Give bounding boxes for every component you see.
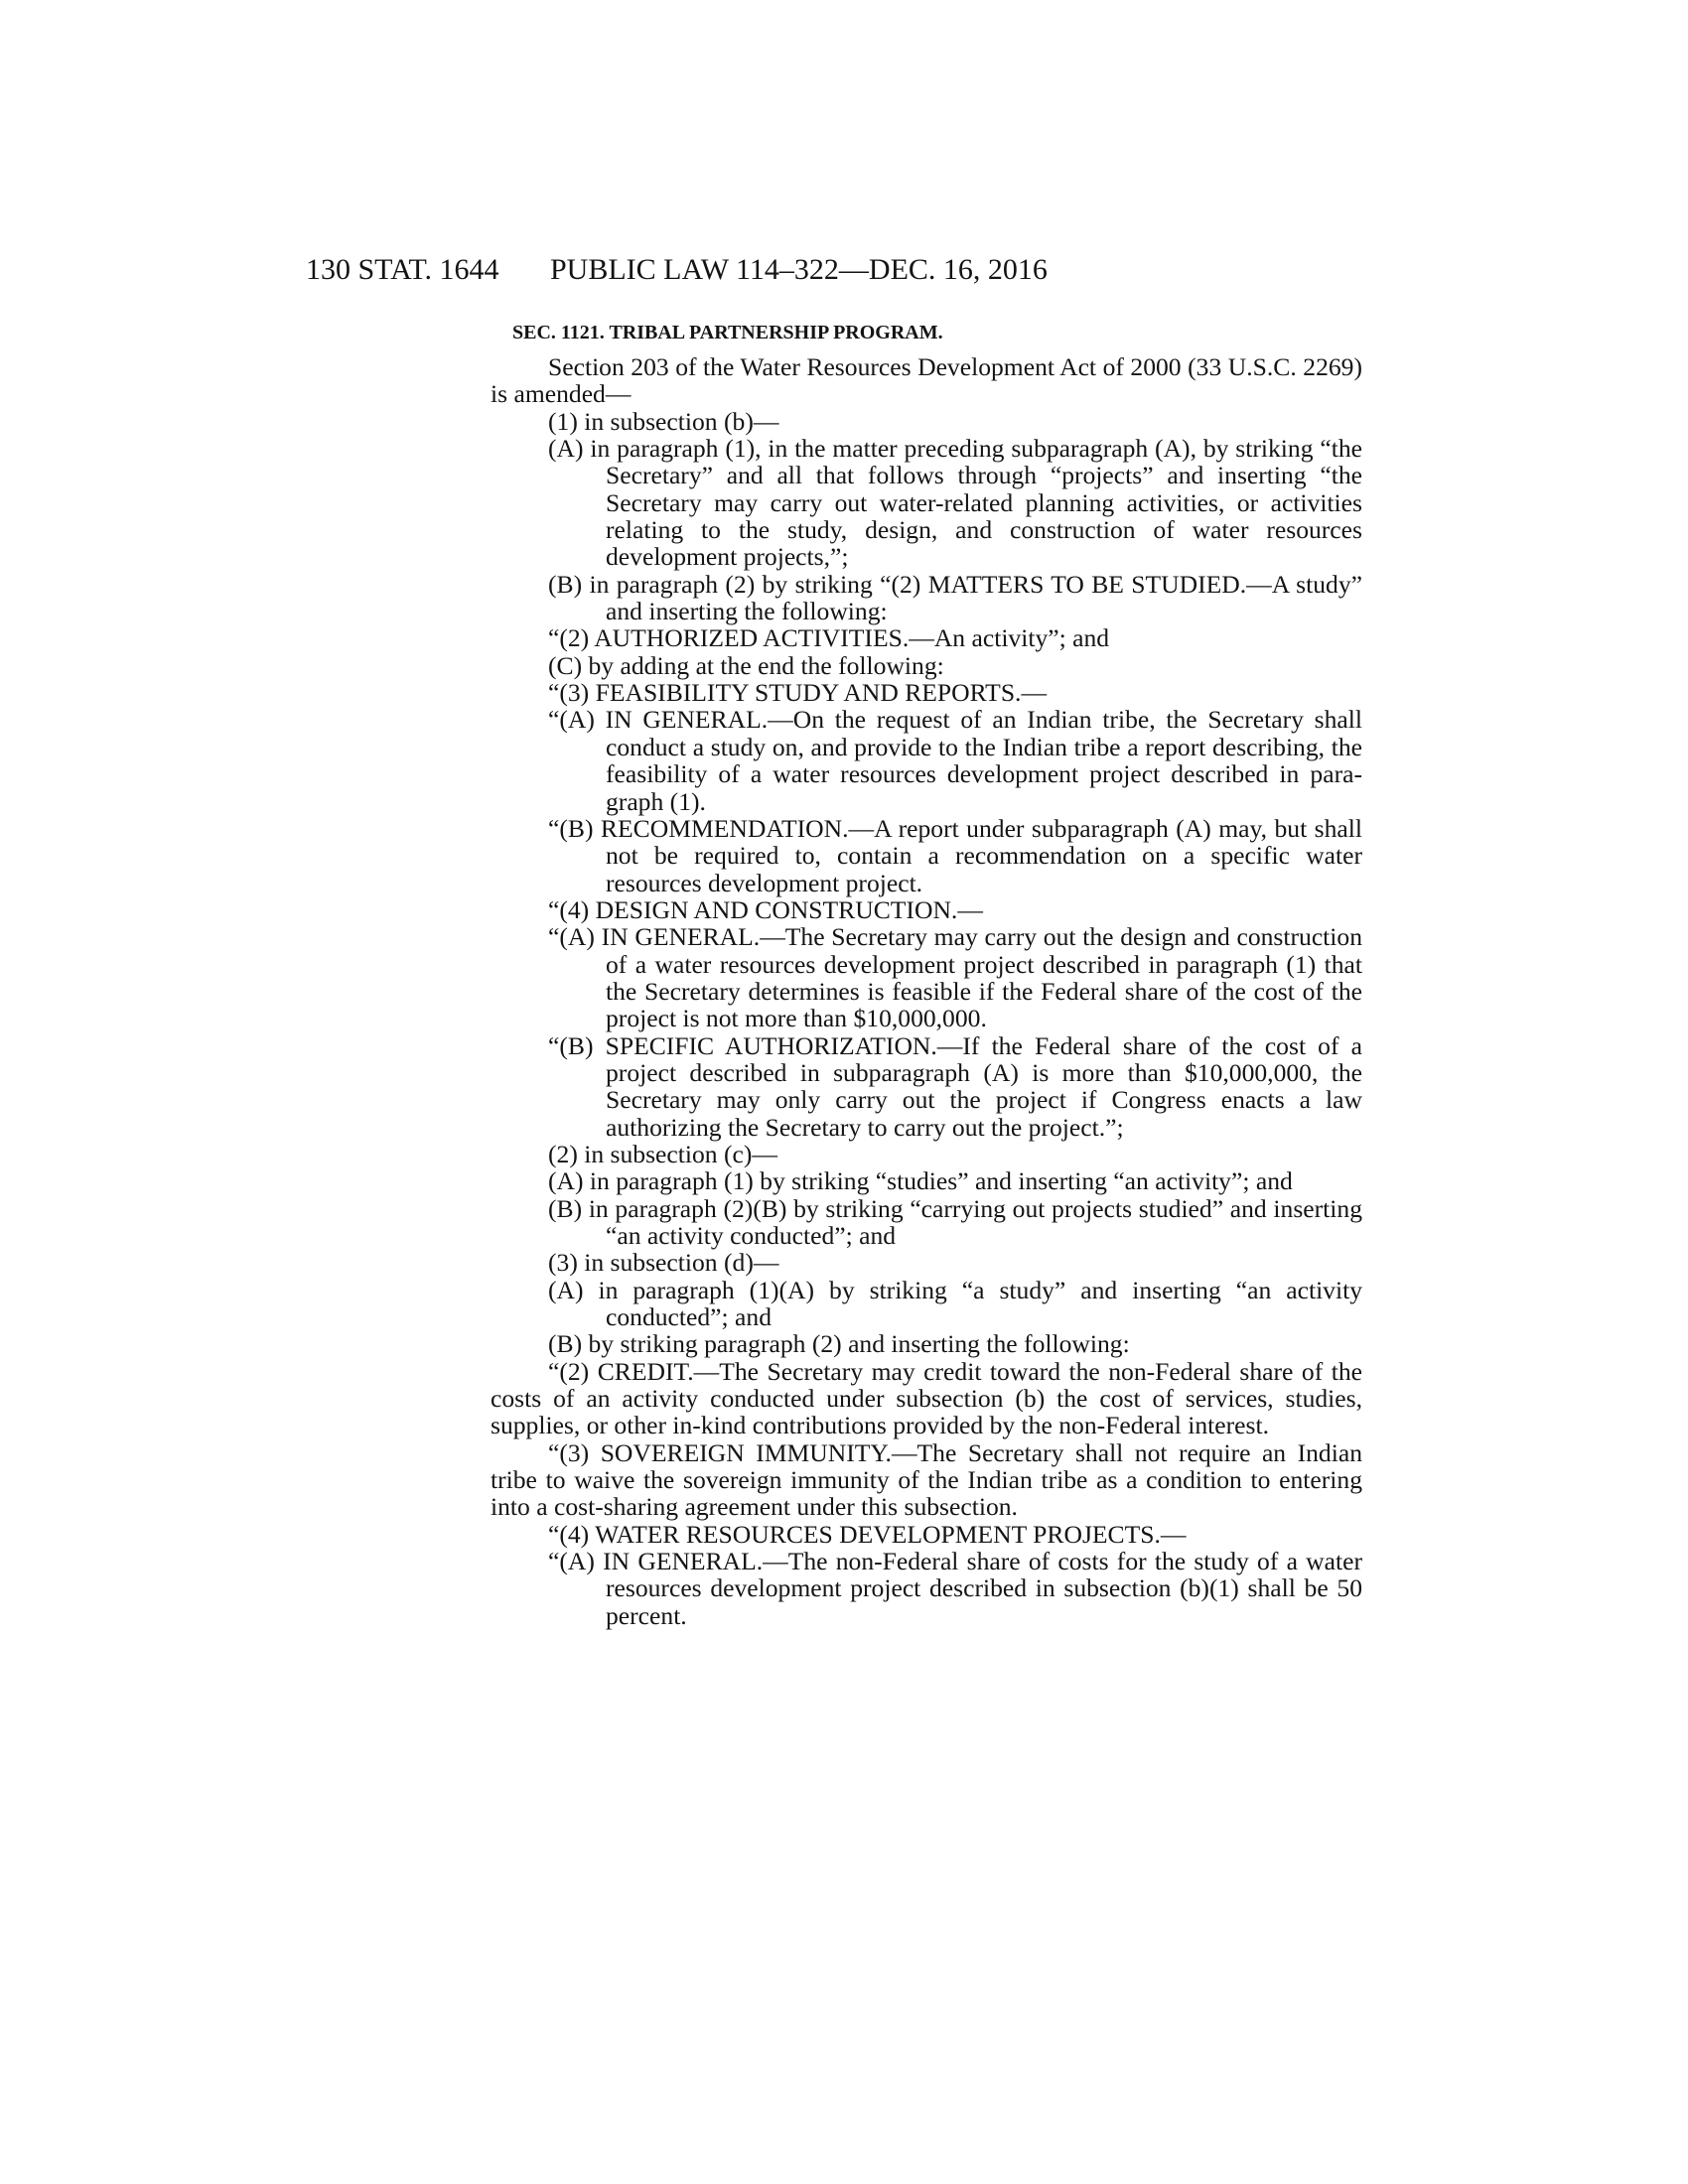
paragraph: “(B) SPECIFIC AUTHORIZATION.—If the Federal share of the cost of a project described in subparagraph (A) is more than $10,000,000, the Secretary may only carry out the project if Congress enacts a law authorizing the Secretary to carry out the project.”;	[548, 1030, 1362, 1142]
paragraph: “(2) CREDIT.—The Secretary may credit toward the non-Federal share of the costs of an activity conducted under subsection (b) the cost of services, studies, supplies, or other in-kind contributions provided by the non-Federal interest.	[491, 1356, 1362, 1440]
paragraph: (1) in subsection (b)—	[548, 406, 779, 436]
paragraph: (C) by adding at the end the following:	[548, 650, 944, 680]
public-law-heading: PUBLIC LAW 114–322—DEC. 16, 2016	[550, 253, 1048, 286]
paragraph: (B) in paragraph (2)(B) by striking “carrying out projects studied” and inserting “an activity conducted”; and	[548, 1193, 1362, 1250]
paragraph: (B) by striking paragraph (2) and inserting the following:	[548, 1329, 1130, 1359]
paragraph: Section 203 of the Water Resources Development Act of 2000 (33 U.S.C. 2269) is amended—	[491, 352, 1362, 409]
page-header	[306, 250, 1219, 290]
paragraph: “(4) DESIGN AND CONSTRUCTION.—	[548, 894, 983, 924]
paragraph: “(A) IN GENERAL.—The Secretary may carry out the design and construction of a water resources development project described in paragraph (1) that the Secretary determines is feasible if the Federal share of the cost of the project is not more than $10,000,000.	[548, 922, 1362, 1033]
paragraph: “(3) SOVEREIGN IMMUNITY.—The Secretary shall not require an Indian tribe to waive the sovereign immunity of the Indian tribe as a condition to entering into a cost-sharing agreement under this subsection.	[491, 1437, 1362, 1522]
paragraph: (2) in subsection (c)—	[548, 1139, 777, 1168]
paragraph: “(2) AUTHORIZED ACTIVITIES.—An activity”; and	[548, 623, 1110, 653]
paragraph: (B) in paragraph (2) by striking “(2) MATTERS TO BE STUDIED.—A study” and inserting the following:	[548, 569, 1362, 626]
paragraph: “(A) IN GENERAL.—On the request of an Indian tribe, the Secretary shall conduct a study on, and provide to the Indian tribe a report describing, the feasibility of a water resources development project described in paragraph (1).	[548, 705, 1362, 816]
paragraph: (A) in paragraph (1), in the matter preceding subparagraph (A), by striking “the Secretary” and all that follows through “projects” and inserting “the Secretary may carry out water-related planning activities, or activities relating to the study, design, and construction of water resources development projects,”;	[548, 434, 1362, 572]
paragraph: “(A) IN GENERAL.—The non-Federal share of costs for the study of a water resources development project described in subsection (b)(1) shall be 50 percent.	[548, 1547, 1362, 1630]
paragraph: (A) in paragraph (1) by striking “studies” and inserting “an activity”; and	[548, 1166, 1293, 1196]
paragraph: (A) in paragraph (1)(A) by striking “a study” and inserting “an activity conducted”; and	[548, 1275, 1362, 1332]
paragraph: (3) in subsection (d)—	[548, 1248, 779, 1278]
paragraph: “(4) WATER RESOURCES DEVELOPMENT PROJECTS.—	[548, 1519, 1187, 1549]
paragraph: “(3) FEASIBILITY STUDY AND REPORTS.—	[548, 678, 1048, 708]
paragraph: “(B) RECOMMENDATION.—A report under subparagraph (A) may, but shall not be required to, contain a recommendation on a specific water resources development project.	[548, 813, 1362, 897]
section-title: SEC. 1121. TRIBAL PARTNERSHIP PROGRAM.	[512, 322, 943, 343]
statute-citation: 130 STAT. 1644	[306, 253, 499, 286]
document-body	[491, 320, 1362, 1630]
